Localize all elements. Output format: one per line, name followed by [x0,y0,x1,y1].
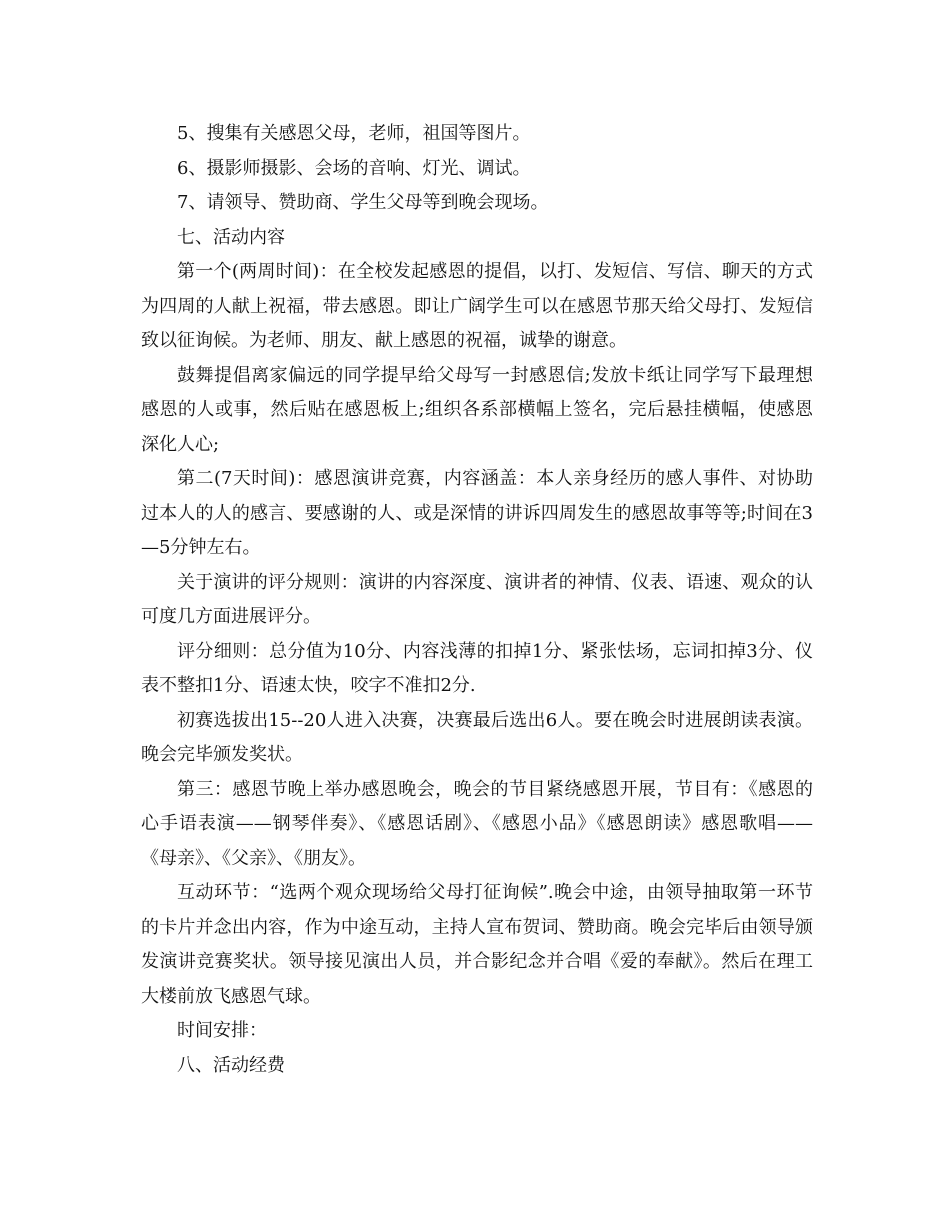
paragraph-interaction: 互动环节：“选两个观众现场给父母打征询候”.晚会中途，由领导抽取第一环节的卡片并念出内容，作为中途互动，主持人宣布贺词、赞助商。晚会完毕后由领导颁发演讲竞赛奖状。领导接见演出人员，并合影纪念并合唱《爱的奉献》。然后在理工大楼前放飞感恩气球。 [141,882,813,1007]
list-item-5: 5、搜集有关感恩父母，老师，祖国等图片。 [177,123,531,144]
paragraph-third-phase: 第三：感恩节晚上举办感恩晚会，晚会的节目紧绕感恩开展，节目有：《感恩的心手语表演——钢琴伴奏》、《感恩话剧》、《感恩小品》《感恩朗读》感恩歌唱——《母亲》、《父亲》、《朋友》。 [141,778,813,869]
paragraph-scoring-rules: 关于演讲的评分规则：演讲的内容深度、演讲者的神情、仪表、语速、观众的认可度几方面进展评分。 [141,571,813,627]
paragraph-schedule: 时间安排： [177,1020,267,1041]
paragraph-first-phase: 第一个(两周时间)：在全校发起感恩的提倡，以打、发短信、写信、聊天的方式为四周的人献上祝福，带去感恩。即让广阔学生可以在感恩节那天给父母打、发短信致以征询候。为老师、朋友、献上感恩的祝福，诚挚的谢意。 [141,261,813,351]
list-item-6: 6、摄影师摄影、会场的音响、灯光、调试。 [177,157,531,179]
paragraph-preliminary-round: 初赛选拔出15--20人进入决赛，决赛最后选出6人。要在晚会时进展朗读表演。晚会完毕颁发奖状。 [141,709,813,765]
paragraph-second-phase: 第二(7天时间)：感恩演讲竞赛，内容涵盖：本人亲身经历的感人事件、对协助过本人的人的感言、要感谢的人、或是深情的讲诉四周发生的感恩故事等等;时间在3—5分钟左右。 [141,468,813,558]
section-heading-activity-budget: 八、活动经费 [177,1054,285,1076]
paragraph-encouragement: 鼓舞提倡离家偏远的同学提早给父母写一封感恩信;发放卡纸让同学写下最理想感恩的人或事，然后贴在感恩板上;组织各系部横幅上签名，完后悬挂横幅，使感恩深化人心; [141,364,813,455]
document-body [141,117,813,1083]
list-item-7: 7、请领导、赞助商、学生父母等到晚会现场。 [177,192,549,213]
section-heading-activity-content: 七、活动内容 [177,226,285,248]
paragraph-scoring-details: 评分细则：总分值为10分、内容浅薄的扣掉1分、紧张怯场，忘词扣掉3分、仪表不整扣1分、语速太快，咬字不准扣2分. [141,640,813,696]
